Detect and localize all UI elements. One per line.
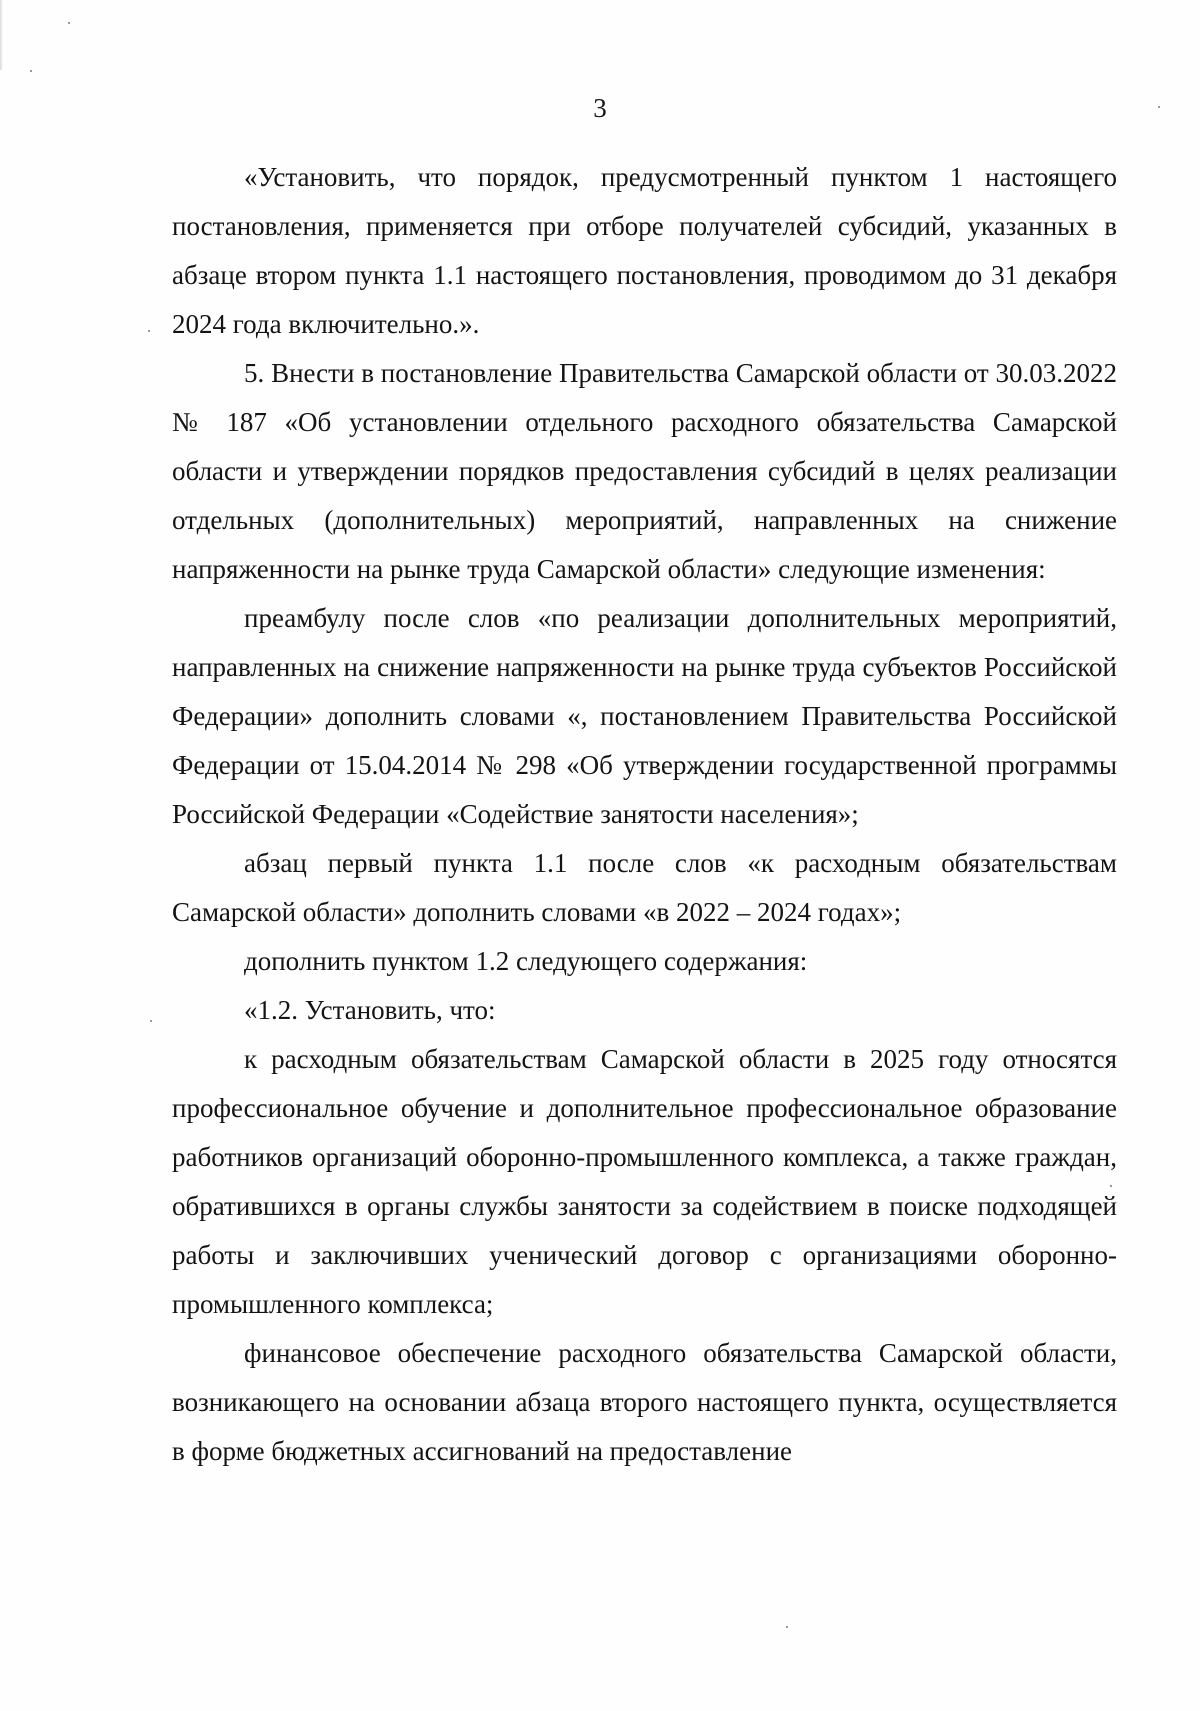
paragraph-financing: финансовое обеспечение расходного обязательства Самарской области, возникающего на основании абзаца второго настоящего пункта, осуществляется в форме бюджетных ассигнований на предоставление: [172, 1338, 1117, 1466]
scan-speck: [68, 22, 70, 24]
scan-speck: [30, 70, 32, 72]
paragraph-preamble-change: преамбулу после слов «по реализации дополнительных мероприятий, направленных на снижение напряженности на рынке труда субъектов Российской Федерации» дополнить словами «, постановлением Правительства Российской Федерации от 15.04.2014 № 298 «Об утверждении государственной программы Российской Федерации «Содействие занятости населения»;: [172, 603, 1117, 829]
document-body: [172, 153, 1117, 1476]
paragraph-item-1-2-heading: «1.2. Установить, что:: [244, 995, 496, 1025]
page-number: 3: [593, 93, 607, 123]
scan-speck: [148, 330, 150, 332]
paragraph-obligations-2025: к расходным обязательствам Самарской области в 2025 году относятся профессиональное обучение и дополнительное профессиональное образование работников организаций оборонно-промышленного комплекса, а также граждан, обратившихся в органы службы занятости за содействием в поиске подходящей работы и заключивших ученический договор с организациями оборонно-промышленного комплекса;: [172, 1044, 1117, 1319]
paragraph-quote-end: «Установить, что порядок, предусмотренный пунктом 1 настоящего постановления, применяется при отборе получателей субсидий, указанных в абзаце втором пункта 1.1 настоящего постановления, проводимом до 31 декабря 2024 года включительно.».: [172, 162, 1117, 339]
scan-speck: [150, 1020, 152, 1022]
scan-speck: [786, 1626, 788, 1628]
paragraph-item-1-1-change: абзац первый пункта 1.1 после слов «к расходным обязательствам Самарской области» дополнить словами «в 2022 – 2024 годах»;: [172, 848, 1117, 927]
paragraph-item-5: 5. Внести в постановление Правительства Самарской области от 30.03.2022 № 187 «Об установлении отдельного расходного обязательства Самарской области и утверждении порядков предоставления субсидий в целях реализации отдельных (дополнительных) мероприятий, направленных на снижение напряженности на рынке труда Самарской области» следующие изменения:: [172, 358, 1117, 584]
paragraph-add-item-1-2: дополнить пунктом 1.2 следующего содержания:: [244, 946, 808, 976]
scan-edge-shadow: [0, 0, 3, 70]
